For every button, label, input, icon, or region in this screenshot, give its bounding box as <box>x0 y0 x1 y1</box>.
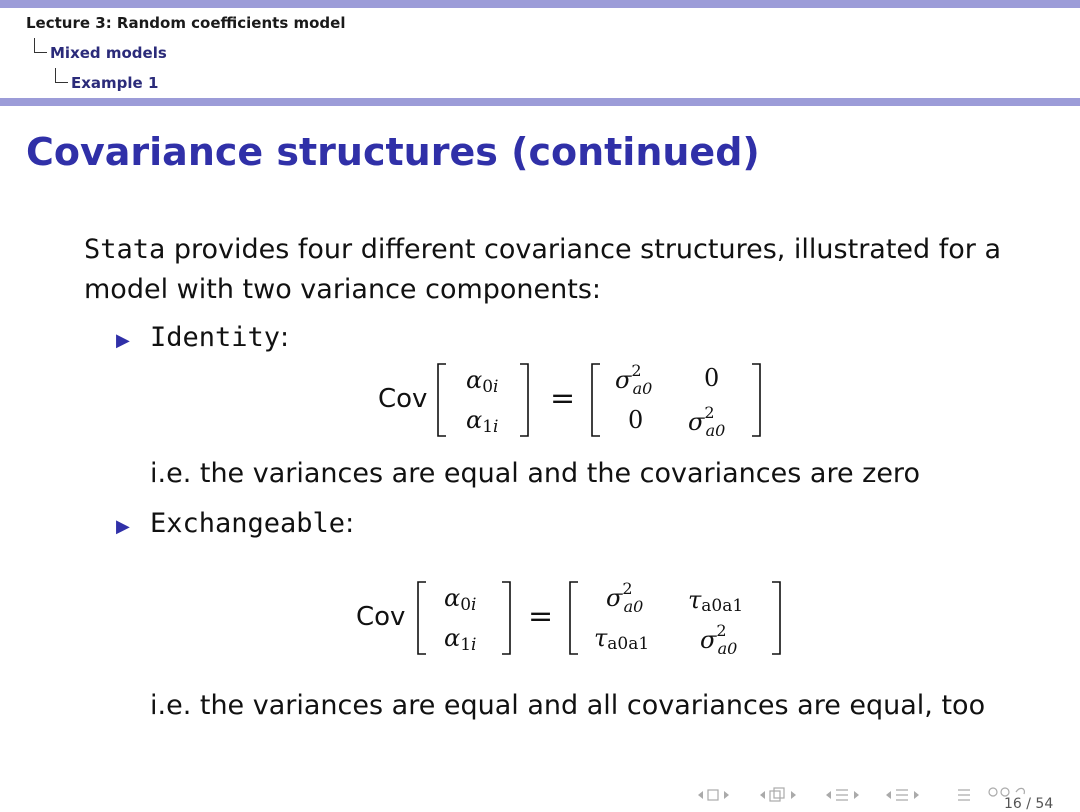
equals-sign: = <box>528 599 554 634</box>
left-bracket <box>570 582 578 654</box>
intro-paragraph <box>84 230 1014 310</box>
matrix-cell-zero: 0 <box>704 364 720 392</box>
page-number: 16 / 54 <box>1004 796 1054 812</box>
section-next-icon[interactable] <box>886 790 919 800</box>
cov-operator: Cov <box>378 384 428 414</box>
stata-code: Stata <box>84 234 166 265</box>
tree-connector-icon <box>34 38 47 53</box>
matrix-cell-sigma: $\sigma^2$ a0 <box>700 621 738 658</box>
vector-alpha1: α1i <box>444 624 477 655</box>
bullet-icon: ▶ <box>116 330 130 351</box>
identity-code: Identity <box>150 322 281 353</box>
header-top-bar <box>0 0 1080 8</box>
left-bracket <box>438 364 446 436</box>
right-bracket <box>502 582 510 654</box>
menu-icon[interactable] <box>958 790 970 800</box>
matrix-cell-tau: τa0a1 <box>594 624 650 654</box>
exchangeable-equation <box>350 574 790 660</box>
right-bracket <box>772 582 780 654</box>
item-exchangeable-label: Exchangeable: <box>150 508 355 539</box>
matrix-cell-sigma: $\sigma^2$ a0 <box>688 403 726 440</box>
intro-text-line1: provides four different covariance structures, illustrated for a <box>165 234 1002 265</box>
nav-prev-icon[interactable] <box>698 790 729 800</box>
vector-alpha0: α0i <box>444 584 477 615</box>
vector-alpha0: α0i <box>466 366 499 397</box>
header-bottom-bar <box>0 98 1080 106</box>
right-bracket <box>520 364 528 436</box>
cov-operator: Cov <box>356 602 406 632</box>
exchangeable-note: i.e. the variances are equal and all covariances are equal, too <box>150 690 986 721</box>
identity-equation <box>370 356 770 442</box>
breadcrumb-subsection[interactable]: Example 1 <box>71 74 159 92</box>
breadcrumb-section[interactable]: Mixed models <box>50 44 167 62</box>
item-identity-label: Identity: <box>150 322 290 353</box>
search-icon[interactable] <box>989 788 1024 796</box>
left-bracket <box>418 582 426 654</box>
matrix-cell-tau: τa0a1 <box>688 586 744 616</box>
bullet-icon: ▶ <box>116 516 130 537</box>
equals-sign: = <box>550 381 576 416</box>
vector-alpha1: α1i <box>466 406 499 437</box>
right-bracket <box>752 364 760 436</box>
section-prev-icon[interactable] <box>826 790 859 800</box>
exchangeable-code: Exchangeable <box>150 508 346 539</box>
left-bracket <box>592 364 600 436</box>
matrix-cell-sigma: $\sigma^2$ a0 <box>615 361 653 398</box>
intro-text-line2: model with two variance components: <box>84 274 602 305</box>
breadcrumb-lecture[interactable]: Lecture 3: Random coefficients model <box>26 14 346 32</box>
matrix-cell-zero: 0 <box>628 406 644 434</box>
tree-connector-icon <box>55 68 68 83</box>
frame-icon[interactable] <box>760 788 796 801</box>
slide-title: Covariance structures (continued) <box>26 130 760 174</box>
matrix-cell-sigma: $\sigma^2$ a0 <box>606 579 644 616</box>
identity-note: i.e. the variances are equal and the covariances are zero <box>150 458 920 489</box>
